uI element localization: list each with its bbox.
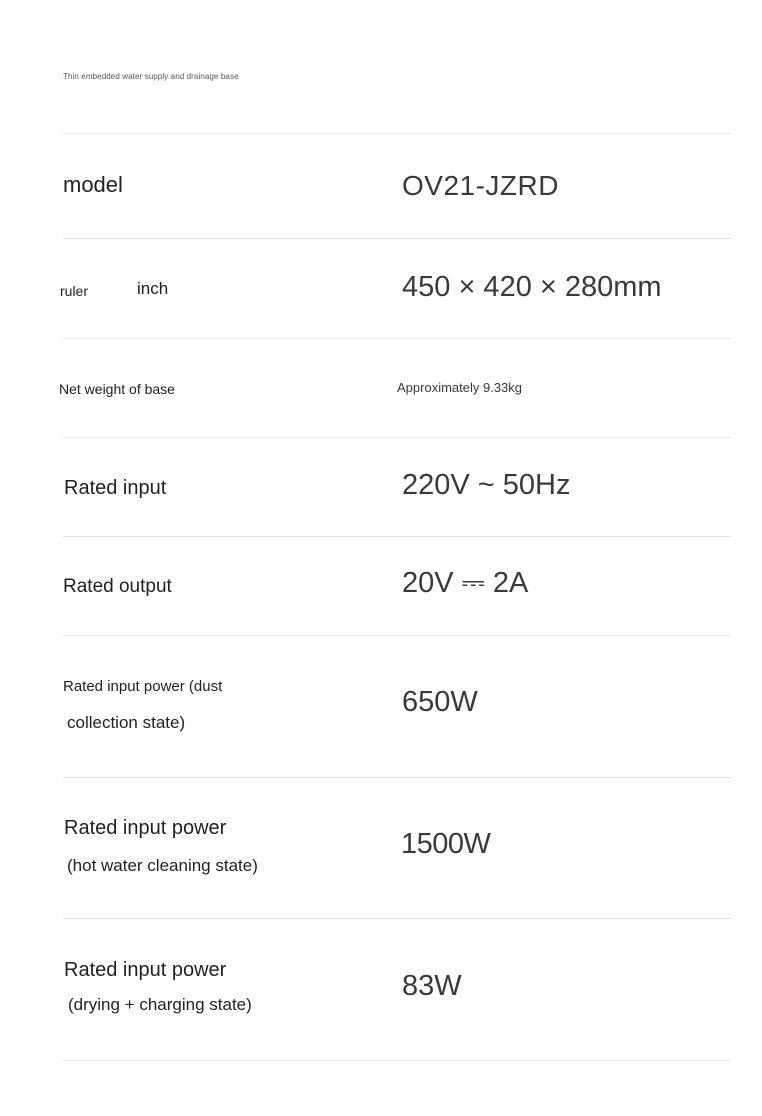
spec-label: Net weight of base (59, 381, 175, 397)
row-divider (63, 918, 731, 919)
spec-value: 220V ~ 50Hz (402, 469, 571, 501)
page-title: Thin embedded water supply and drainage base (63, 72, 239, 81)
spec-value: 83W (402, 970, 462, 1002)
spec-label: inch (137, 279, 169, 298)
spec-value: 20V ⎓ 2A (402, 567, 529, 599)
spec-value: 450 × 420 × 280mm (402, 271, 662, 303)
row-divider (63, 635, 731, 636)
row-divider (63, 536, 731, 537)
spec-label: model (63, 172, 123, 197)
spec-label: Rated input power (dust (63, 678, 223, 695)
spec-value: 1500W (401, 828, 491, 860)
spec-label: (hot water cleaning state) (67, 856, 258, 875)
spec-label: Rated output (63, 576, 172, 597)
row-divider (63, 133, 731, 134)
spec-value: OV21-JZRD (402, 170, 559, 201)
spec-value: Approximately 9.33kg (397, 380, 523, 395)
row-divider (63, 338, 731, 339)
spec-label: collection state) (67, 713, 186, 732)
spec-label: Rated input (64, 477, 167, 499)
row-divider (63, 1060, 731, 1061)
spec-label: ruler (60, 283, 89, 299)
row-divider (63, 238, 731, 239)
row-divider (63, 777, 731, 778)
spec-value: 650W (402, 686, 478, 718)
spec-label: (drying + charging state) (68, 995, 252, 1014)
row-divider (63, 437, 731, 438)
spec-label: Rated input power (64, 817, 227, 839)
spec-label: Rated input power (64, 959, 227, 981)
